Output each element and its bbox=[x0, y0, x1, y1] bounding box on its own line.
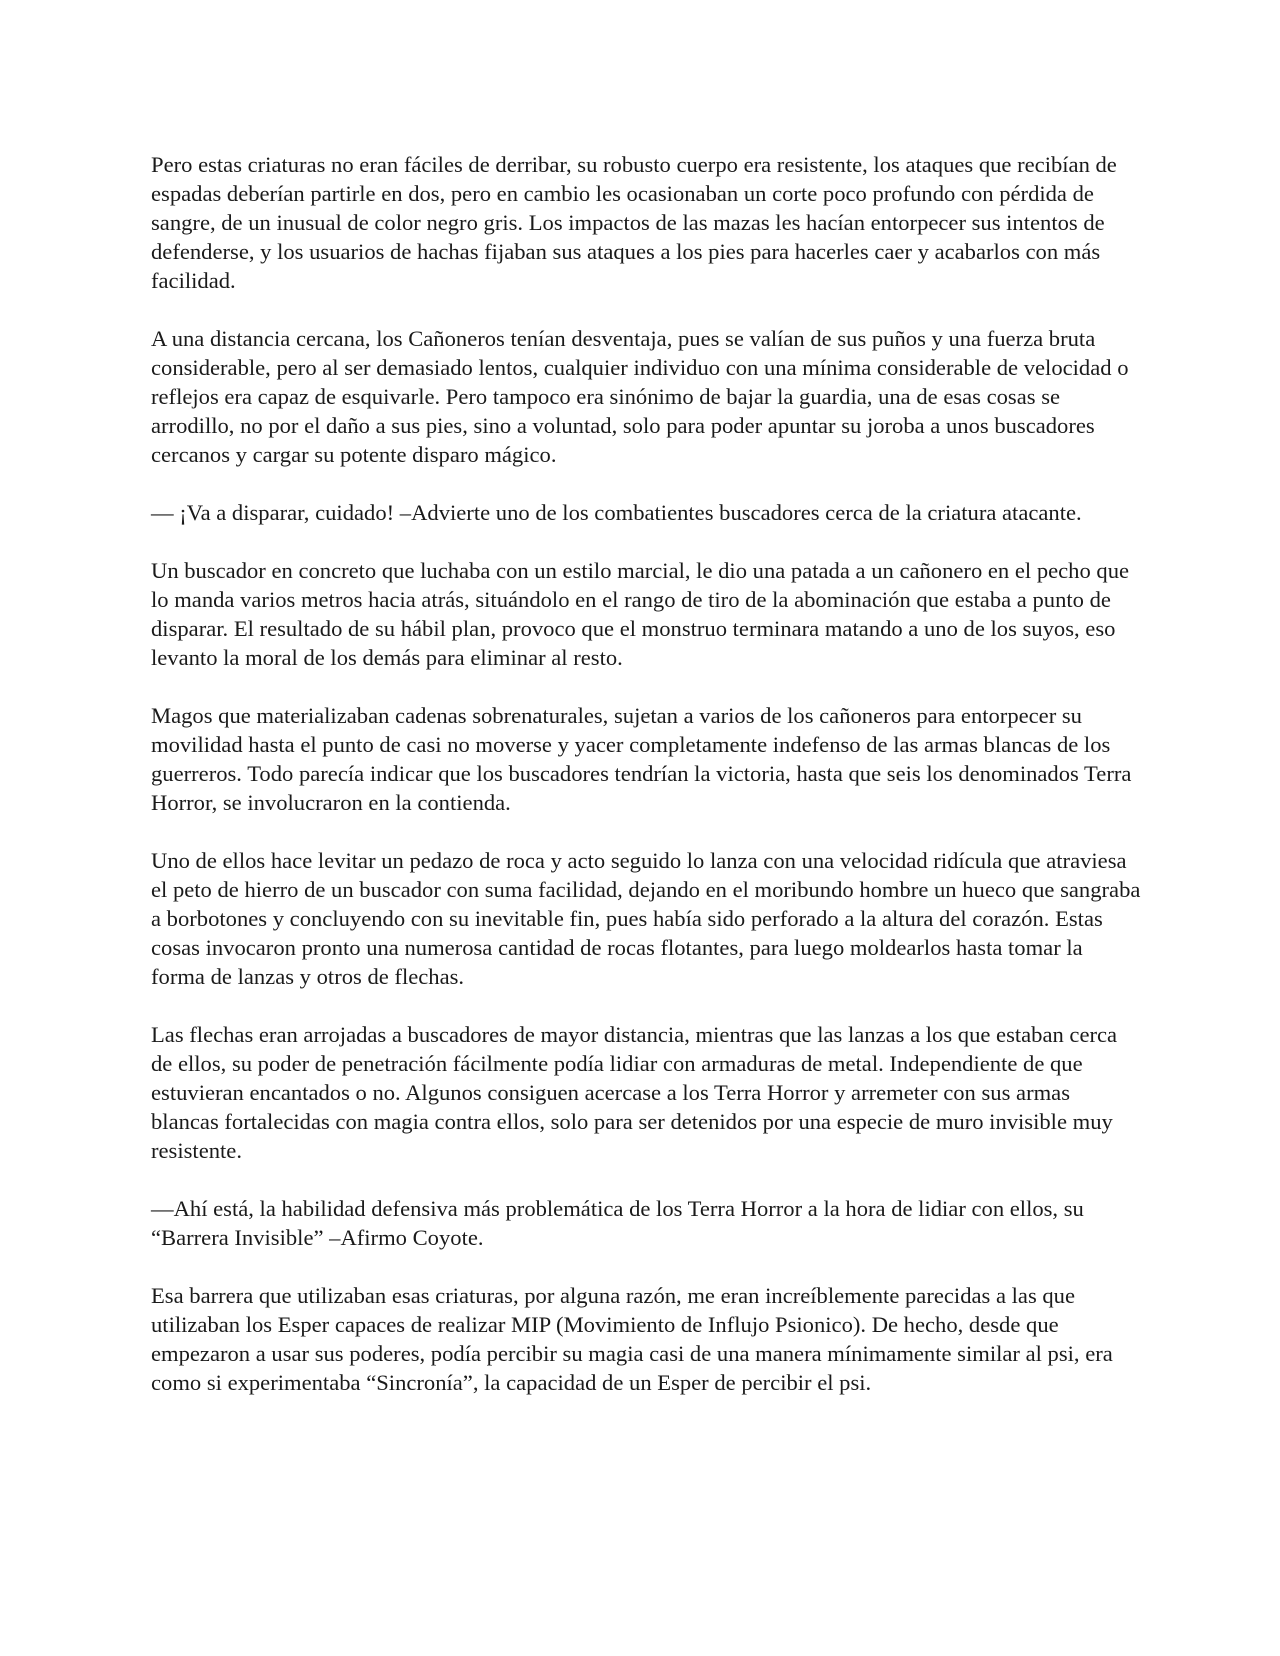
paragraph: Las flechas eran arrojadas a buscadores de mayor distancia, mientras que las lanzas a los que estaban cerca de ellos, su poder de penetración fácilmente podía lidiar con armaduras de metal. Independiente de que estuvieran encantados o no. Algunos consiguen acercase a los Terra Horror y arremeter con sus armas blancas fortalecidas con magia contra ellos, solo para ser detenidos por una especie de muro invisible muy resistente. bbox=[151, 1022, 1118, 1163]
paragraph: Esa barrera que utilizaban esas criaturas, por alguna razón, me eran increíblemente parecidas a las que utilizaban los Esper capaces de realizar MIP (Movimiento de Influjo Psionico). De hecho, desde que empezaron a usar sus poderes, podía percibir su magia casi de una manera mínimamente similar al psi, era como si experimentaba “Sincronía”, la capacidad de un Esper de percibir el psi. bbox=[151, 1283, 1113, 1395]
paragraph: Un buscador en concreto que luchaba con un estilo marcial, le dio una patada a un cañonero en el pecho que lo manda varios metros hacia atrás, situándolo en el rango de tiro de la abominación que estaba a punto de disparar. El resultado de su hábil plan, provoco que el monstruo terminara matando a uno de los suyos, eso levanto la moral de los demás para eliminar al resto. bbox=[151, 558, 1130, 670]
dialogue-paragraph: — ¡Va a disparar, cuidado! –Advierte uno de los combatientes buscadores cerca de la criatura atacante. bbox=[151, 500, 1082, 525]
paragraph: A una distancia cercana, los Cañoneros tenían desventaja, pues se valían de sus puños y una fuerza bruta considerable, pero al ser demasiado lentos, cualquier individuo con una mínima considerable de velocidad o reflejos era capaz de esquivarle. Pero tampoco era sinónimo de bajar la guardia, una de esas cosas se arrodillo, no por el daño a sus pies, sino a voluntad, solo para poder apuntar su joroba a unos buscadores cercanos y cargar su potente disparo mágico. bbox=[151, 326, 1129, 467]
paragraph: Uno de ellos hace levitar un pedazo de roca y acto seguido lo lanza con una velocidad ridícula que atraviesa el peto de hierro de un buscador con suma facilidad, dejando en el moribundo hombre un hueco que sangraba a borbotones y concluyendo con su inevitable fin, pues había sido perforado a la altura del corazón. Estas cosas invocaron pronto una numerosa cantidad de rocas flotantes, para luego moldearlos hasta tomar la forma de lanzas y otros de flechas. bbox=[151, 848, 1141, 989]
dialogue-paragraph: —Ahí está, la habilidad defensiva más problemática de los Terra Horror a la hora de lidiar con ellos, su “Barrera Invisible” –Afirmo Coyote. bbox=[151, 1196, 1084, 1250]
document-body bbox=[151, 150, 1141, 1397]
paragraph: Pero estas criaturas no eran fáciles de derribar, su robusto cuerpo era resistente, los ataques que recibían de espadas deberían partirle en dos, pero en cambio les ocasionaban un corte poco profundo con pérdida de sangre, de un inusual de color negro gris. Los impactos de las mazas les hacían entorpecer sus intentos de defenderse, y los usuarios de hachas fijaban sus ataques a los pies para hacerles caer y acabarlos con más facilidad. bbox=[151, 152, 1117, 293]
paragraph: Magos que materializaban cadenas sobrenaturales, sujetan a varios de los cañoneros para entorpecer su movilidad hasta el punto de casi no moverse y yacer completamente indefenso de las armas blancas de los guerreros. Todo parecía indicar que los buscadores tendrían la victoria, hasta que seis los denominados Terra Horror, se involucraron en la contienda. bbox=[151, 703, 1132, 815]
